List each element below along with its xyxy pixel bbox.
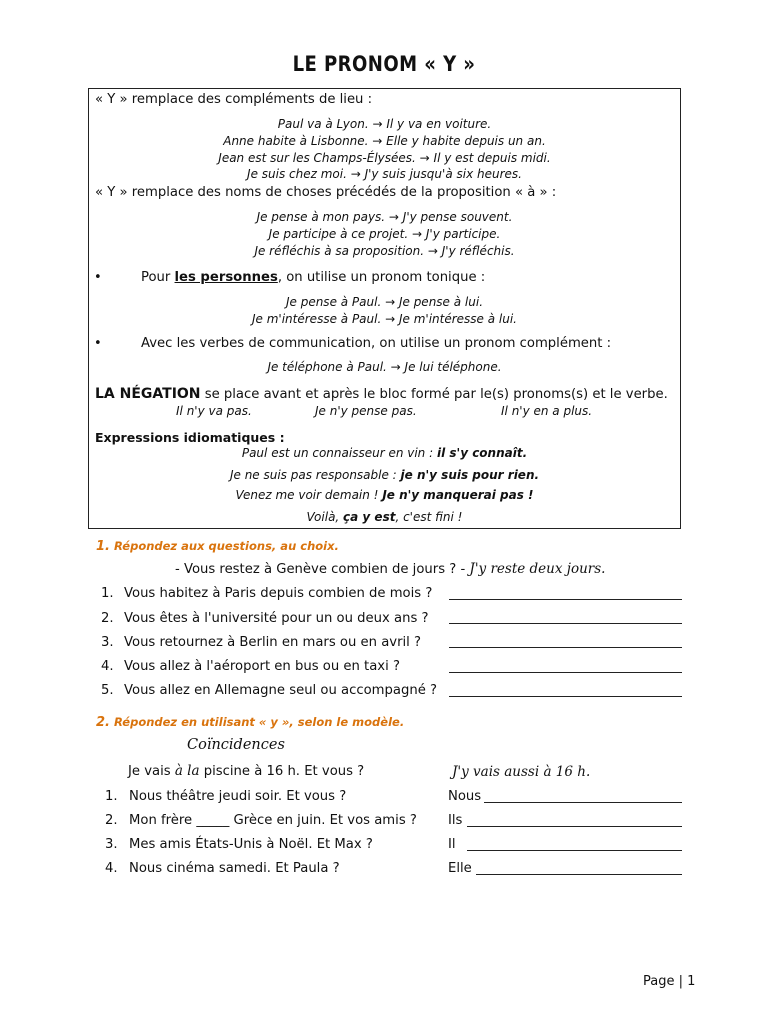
example-line: Je participe à ce projet. → J'y participe. [268, 227, 501, 241]
answer-pronoun: Elle [448, 861, 472, 876]
question-text: Vous êtes à l'université pour un ou deux ans ? [124, 611, 429, 626]
example-line: Je suis chez moi. → J'y suis jusqu'à six heures. [247, 167, 522, 181]
example-text: piscine à 16 h. Et vous ? [199, 764, 365, 779]
answer-pronoun: Ils [448, 813, 463, 828]
question-text: Vous allez en Allemagne seul ou accompagné ? [124, 683, 438, 698]
example-handwritten: à la [174, 763, 200, 779]
exercise2-example-question [128, 763, 364, 779]
idiom-line [88, 488, 681, 502]
answer-line[interactable] [449, 696, 682, 697]
question-text: Vous allez à l'aéroport en bus ou en taxi ? [124, 659, 400, 674]
answer-line[interactable] [449, 672, 682, 673]
exercise1-example [175, 561, 605, 577]
example-line: Je pense à mon pays. → J'y pense souvent. [256, 210, 513, 224]
exercise1-header [96, 539, 339, 554]
question-number: 1. [101, 586, 114, 601]
rule-text: Pour [141, 270, 175, 285]
question-text: Nous cinéma samedi. Et Paula ? [129, 861, 340, 876]
idiom-line [88, 510, 681, 524]
exercise2-subtitle: Coïncidences [187, 737, 285, 753]
question-text: Mon frère _____ Grèce en juin. Et vos amis ? [129, 813, 417, 828]
idiom-text: Paul est un connaisseur en vin : [241, 446, 437, 460]
question-number: 1. [105, 789, 118, 804]
answer-line[interactable] [476, 874, 682, 875]
answer-line[interactable] [449, 623, 682, 624]
question-number: 2. [101, 611, 114, 626]
answer-pronoun: Nous [448, 789, 482, 804]
example-answer: J'y reste deux jours. [469, 561, 606, 577]
answer-line[interactable] [467, 826, 682, 827]
answer-pronoun: Il [448, 837, 456, 852]
question-text: Mes amis États-Unis à Noël. Et Max ? [129, 837, 373, 852]
rule-lieu: « Y » remplace des compléments de lieu : [95, 92, 373, 107]
exercise2-header [96, 715, 404, 730]
page-number: Page | 1 [643, 974, 696, 989]
question-number: 4. [101, 659, 114, 674]
example-line: Je téléphone à Paul. → Je lui téléphone. [267, 360, 502, 374]
answer-line[interactable] [449, 647, 682, 648]
answer-line[interactable] [467, 850, 682, 851]
idiom-expression: il s'y connaît. [436, 446, 528, 460]
example-line: Je réfléchis à sa proposition. → J'y réfléchis. [254, 244, 515, 258]
question-number: 5. [101, 683, 114, 698]
idiom-text: , c'est fini ! [395, 510, 463, 524]
rule-communication: Avec les verbes de communication, on utilise un pronom complément : [141, 336, 612, 351]
idiom-line [88, 468, 681, 482]
idiom-line [88, 446, 681, 460]
idiom-text: Voilà, [306, 510, 344, 524]
example-text: Je vais [128, 764, 175, 779]
question-number: 2. [105, 813, 118, 828]
rule-text: , on utilise un pronom tonique : [277, 270, 486, 285]
negation-text: se place avant et après le bloc formé par le(s) pronoms(s) et le verbe. [200, 387, 668, 402]
example-line: Je m'intéresse à Paul. → Je m'intéresse à lui. [252, 312, 517, 326]
question-number: 3. [105, 837, 118, 852]
example-question: - Vous restez à Genève combien de jours ? - [175, 562, 466, 577]
answer-line[interactable] [449, 599, 682, 600]
answer-line[interactable] [484, 802, 682, 803]
idiom-text: Je ne suis pas responsable : [229, 468, 401, 482]
example-line: Paul va à Lyon. → Il y va en voiture. [277, 117, 492, 131]
idiom-text: Venez me voir demain ! [235, 488, 383, 502]
exercise-title: Répondez aux questions, au choix. [114, 539, 339, 553]
idiom-expression: ça y est [343, 510, 396, 524]
negation-example: Il n'y va pas. [176, 404, 252, 418]
example-line: Jean est sur les Champs-Élysées. → Il y est depuis midi. [218, 151, 551, 165]
negation-heading: LA NÉGATION [95, 386, 201, 402]
exercise-number: 2. [96, 715, 110, 730]
example-line: Anne habite à Lisbonne. → Elle y habite depuis un an. [223, 134, 546, 148]
negation-example: Je n'y pense pas. [315, 404, 417, 418]
exercise-number: 1. [96, 539, 110, 554]
question-number: 3. [101, 635, 114, 650]
example-line: Je pense à Paul. → Je pense à lui. [285, 295, 484, 309]
exercise-title: Répondez en utilisant « y », selon le modèle. [114, 715, 405, 729]
rule-personnes [141, 270, 485, 285]
idiom-expression: Je n'y manquerai pas ! [382, 488, 534, 502]
exercise2-example-answer: J'y vais aussi à 16 h. [452, 764, 591, 780]
bullet-dot: • [94, 270, 102, 285]
page-title: LE PRONOM « Y » [292, 52, 476, 76]
question-text: Nous théâtre jeudi soir. Et vous ? [129, 789, 347, 804]
rule-choses: « Y » remplace des noms de choses précédés de la proposition « à » : [95, 185, 557, 200]
emphasis-personnes: les personnes [174, 270, 278, 285]
negation-example: Il n'y en a plus. [501, 404, 593, 418]
negation-rule [95, 386, 668, 402]
question-text: Vous habitez à Paris depuis combien de mois ? [124, 586, 433, 601]
question-number: 4. [105, 861, 118, 876]
idiom-expression: je n'y suis pour rien. [400, 468, 540, 482]
bullet-dot: • [94, 336, 102, 351]
idioms-heading: Expressions idiomatiques : [95, 430, 285, 445]
question-text: Vous retournez à Berlin en mars ou en avril ? [124, 635, 422, 650]
